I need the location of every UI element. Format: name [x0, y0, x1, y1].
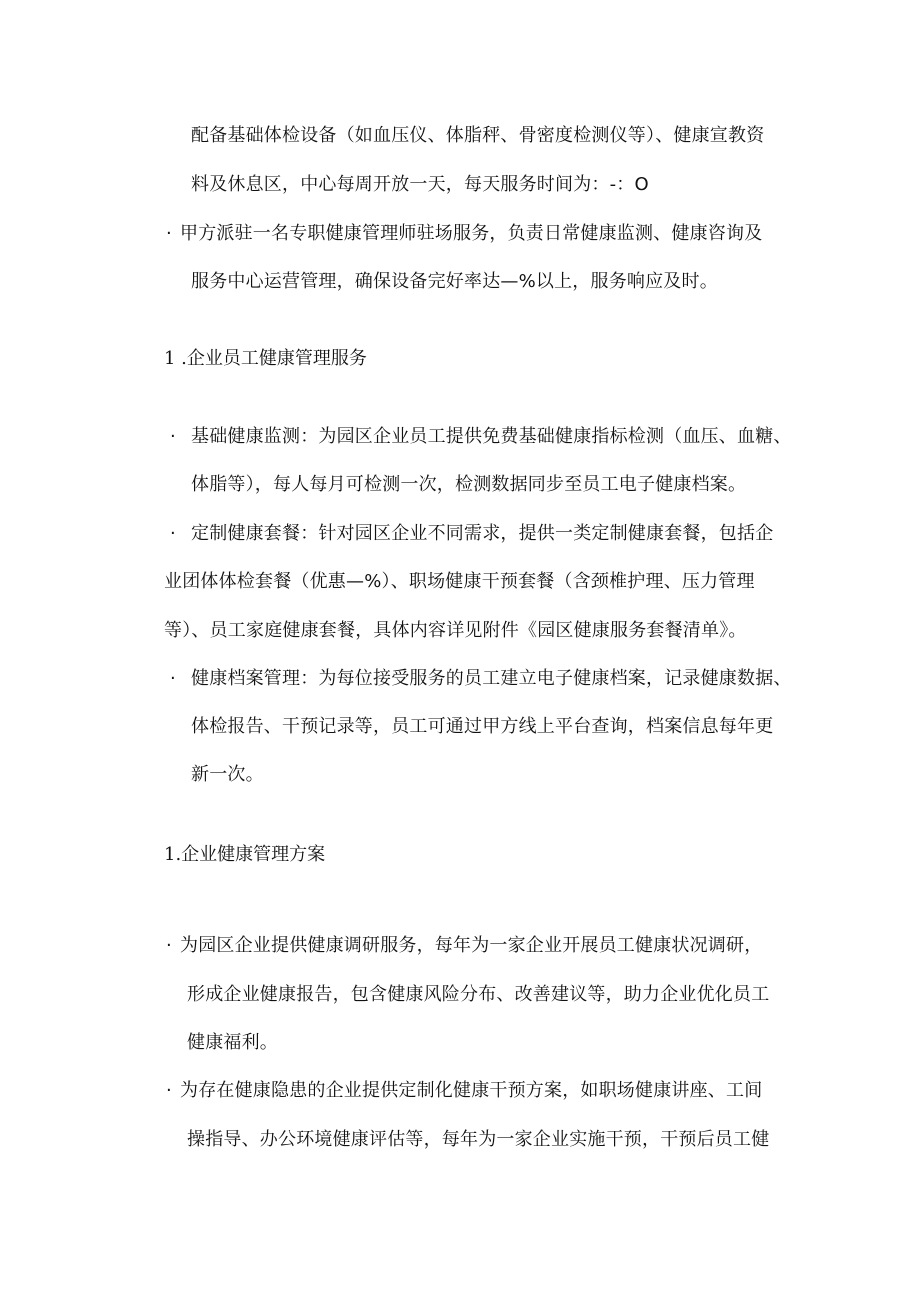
bullet-dot: · [170, 523, 176, 544]
item-survey-line-2: 形成企业健康报告，包含健康风险分布、改善建议等，助力企业优化员工 [187, 984, 770, 1005]
bullet-dot: · [170, 426, 176, 447]
item-health-record-line-1: 健康档案管理：为每位接受服务的员工建立电子健康档案，记录健康数据、 [191, 668, 792, 689]
item-basic-monitoring-line-2: 体脂等），每人每月可检测一次，检测数据同步至员工电子健康档案。 [191, 474, 747, 495]
item-survey-line-1: 为园区企业提供健康调研服务，每年为一家企业开展员工健康状况调研， [180, 935, 763, 956]
section-heading-enterprise-plan: 1.企业健康管理方案 [164, 844, 326, 865]
item-intervention-line-2: 操指导、办公环境健康评估等，每年为一家企业实施干预，干预后员工健 [187, 1129, 770, 1150]
bullet-dot: · [166, 935, 172, 956]
bullet-dot: · [166, 1080, 172, 1101]
item-custom-package-line-3: 等）、员工家庭健康套餐，具体内容详见附件《园区健康服务套餐清单》。 [164, 620, 747, 641]
bullet-dot: · [166, 223, 172, 244]
intro-line-2: 料及休息区，中心每周开放一天，每天服务时间为：-：O [191, 174, 649, 195]
bullet-main-line-1: 甲方派驻一名专职健康管理师驻场服务，负责日常健康监测、健康咨询及 [180, 223, 763, 244]
item-custom-package-line-2: 业团体体检套餐（优惠—%）、职场健康干预套餐（含颈椎护理、压力管理 [164, 571, 755, 592]
intro-line-1: 配备基础体检设备（如血压仪、体脂秤、骨密度检测仪等）、健康宣教资 [191, 125, 765, 146]
item-survey-line-3: 健康福利。 [187, 1032, 278, 1053]
item-health-record-line-3: 新一次。 [191, 764, 264, 785]
bullet-dot: · [170, 668, 176, 689]
item-intervention-line-1: 为存在健康隐患的企业提供定制化健康干预方案，如职场健康讲座、工间 [180, 1080, 763, 1101]
section-heading-employee-health: 1 .企业员工健康管理服务 [164, 348, 367, 369]
item-basic-monitoring-line-1: 基础健康监测：为园区企业员工提供免费基础健康指标检测（血压、血糖、 [191, 426, 792, 447]
item-custom-package-line-1: 定制健康套餐：针对园区企业不同需求，提供一类定制健康套餐，包括企 [191, 523, 774, 544]
item-health-record-line-2: 体检报告、干预记录等，员工可通过甲方线上平台查询，档案信息每年更 [191, 716, 774, 737]
bullet-main-line-2: 服务中心运营管理，确保设备完好率达—%以上，服务响应及时。 [191, 271, 718, 292]
